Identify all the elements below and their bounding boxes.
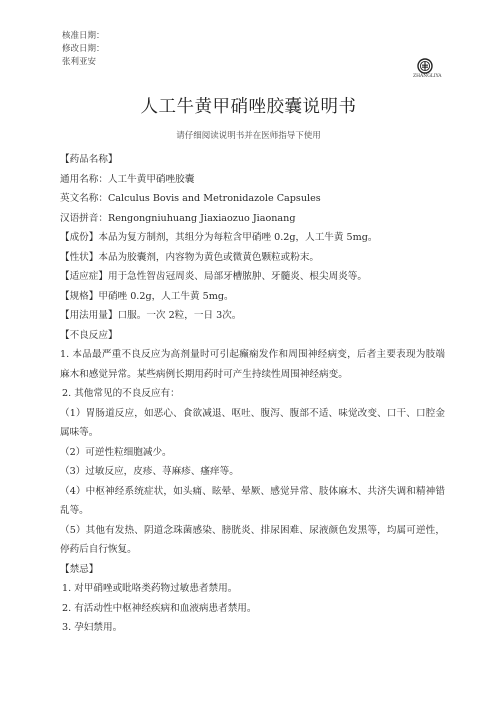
- logo-text: ZHANGLIYA: [413, 74, 442, 79]
- contraindication-3: 3. 孕妇禁用。: [62, 622, 123, 633]
- generic-name: 通用名称：人工牛黄甲硝唑胶囊: [60, 173, 195, 185]
- company-name: 张利亚安: [62, 57, 97, 67]
- adverse-reaction-2-2: （2）可逆性粒细胞减少。: [60, 446, 172, 458]
- adverse-reaction-2-4: （4）中枢神经系统症状，如头痛、眩晕、晕厥、感觉异常、肢体麻木、共济失调和精神错乱等。: [60, 485, 445, 516]
- document-subtitle: 请仔细阅读说明书并在医师指导下使用: [176, 131, 321, 141]
- adverse-reactions-header: 【不良反应】: [60, 329, 118, 341]
- adverse-reaction-2-3: （3）过敏反应，皮疹、荨麻疹、瘙痒等。: [60, 466, 239, 477]
- specification: 【规格】甲硝唑 0.2g，人工牛黄 5mg。: [60, 290, 234, 302]
- revision-date: 修改日期：: [62, 44, 105, 54]
- document-title: 人工牛黄甲硝唑胶囊说明书: [140, 97, 357, 117]
- pinyin-name: 汉语拼音：Rengongniuhuang Jiaxiaozuo Jiaonang: [60, 212, 296, 224]
- approval-date: 核准日期：: [62, 31, 105, 41]
- description: 【性状】本品为胶囊剂，内容物为黄色或微黄色颗粒或粉末。: [60, 251, 320, 263]
- english-name: 英文名称：Calculus Bovis and Metronidazole Capsules: [60, 193, 321, 204]
- adverse-reaction-2: 2. 其他常见的不良反应有：: [62, 388, 180, 399]
- adverse-reaction-2-5: （5）其他有发热、阴道念珠菌感染、膀胱炎、排尿困难、尿液颜色发黑等，均属可逆性，停药后自行恢复。: [60, 524, 445, 555]
- document-meta: [62, 30, 105, 69]
- document-body: [60, 150, 445, 638]
- contraindications-header: 【禁忌】: [60, 563, 99, 575]
- adverse-reaction-1: 1. 本品最严重不良反应为高剂量时可引起癫痫发作和周围神经病变，后者主要表现为肢端麻木和感觉异常。某些病例长期用药时可产生持续性周围神经病变。: [60, 349, 445, 380]
- contraindication-1: 1. 对甲硝唑或吡咯类药物过敏患者禁用。: [62, 583, 238, 594]
- dosage: 【用法用量】口服。一次 2粒，一日 3次。: [60, 310, 242, 321]
- ingredients: 【成份】本品为复方制剂，其组分为每粒含甲硝唑 0.2g，人工牛黄 5mg。: [60, 232, 378, 243]
- contraindication-2: 2. 有活动性中枢神经疾病和血液病患者禁用。: [62, 602, 257, 614]
- adverse-reaction-2-1: （1）胃肠道反应，如恶心、食欲减退、呕吐、腹泻、腹部不适、味觉改变、口干、口腔金属味等。: [60, 407, 445, 438]
- indications: 【适应症】用于急性智齿冠周炎、局部牙槽脓肿、牙髓炎、根尖周炎等。: [60, 271, 367, 282]
- drug-name-header: 【药品名称】: [60, 154, 118, 165]
- logo-emblem-icon: [417, 58, 433, 74]
- company-logo: [413, 58, 442, 80]
